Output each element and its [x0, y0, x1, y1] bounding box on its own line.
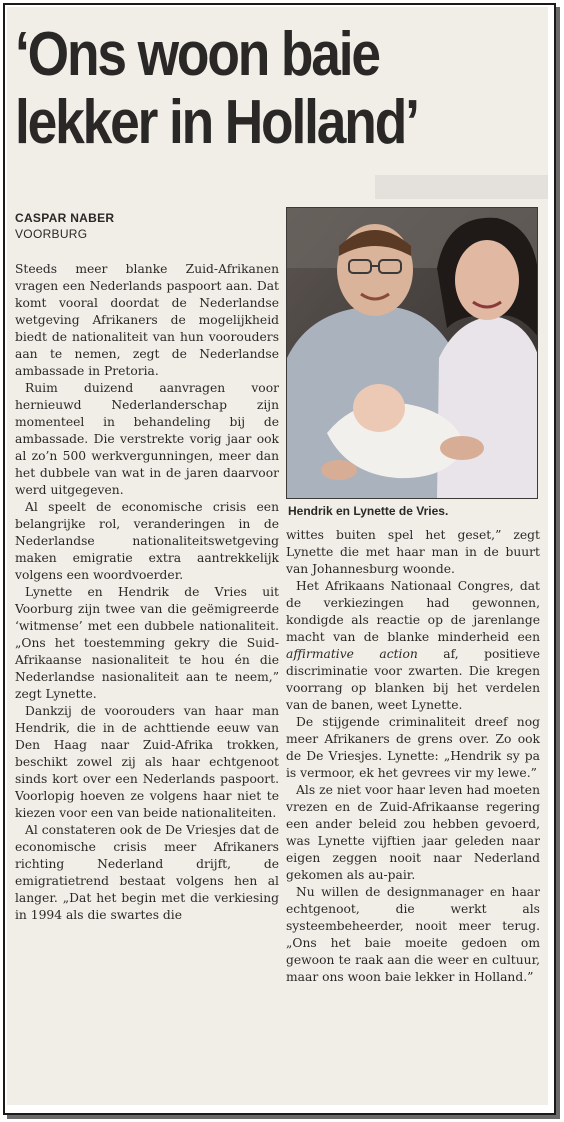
family-portrait-photo-icon [287, 208, 538, 499]
family-portrait-photo [286, 207, 538, 499]
dateline-location: VOORBURG [15, 227, 88, 241]
newspaper-clipping [7, 7, 548, 1105]
article-column-right [286, 527, 540, 986]
paragraph: Dankzij de voorouders van haar man Hendrik, die in de achttiende eeuw van Den Haag naar Zuid-Afrika trokken, beschikt zowel zij als haar echtgenoot sinds kort over een Nederlands paspoort. Voorlopig hoeven ze volgens haar niet te kiezen voor een van beide nationaliteiten. [15, 704, 279, 820]
paragraph: Steeds meer blanke Zuid-Afrikanen vragen een Nederlands paspoort aan. Dat komt vooral doordat de Nederlandse wetgeving Afrikaners de mogelijkheid biedt de nationaliteit van hun voorouders aan te nemen, zegt de Nederlandse ambassade in Pretoria. [15, 262, 279, 378]
paragraph: Nu willen de designmanager en haar echtgenoot, die werkt als systeembeheerder, nooit meer terug. „Ons het baie moeite gedoen om gewoon te raak aan die weer en cultuur, maar ons woon baie lekker in Holland.” [286, 885, 540, 984]
italic-term: affirmative action [286, 647, 418, 661]
paragraph-text: Het Afrikaans Nationaal Congres, dat de verkiezingen had gewonnen, kondigde als reactie op de jarenlange macht van de blanke minderheid een [286, 579, 540, 644]
paragraph-text: af, positieve discriminatie voor zwarten. Die kregen voorrang op blanken bij het verdelen van de banen, weet Lynette. [286, 647, 540, 712]
paragraph: Lynette en Hendrik de Vries uit Voorburg zijn twee van die geëmigreerde ‘witmense’ met een dubbele nationaliteit. „Ons het toestemming gekry die Suid-Afrikaanse nasionaliteit te hou én die Nederlandse nasionaliteit aan te neem,” zegt Lynette. [15, 585, 279, 701]
paragraph: Ruim duizend aanvragen voor hernieuwd Nederlanderschap zijn momenteel in behandeling bij de ambassade. Die verstrekte vorig jaar ook al zo’n 500 werkvergunningen, meer dan het dubbele van wat in de jaren daarvoor werd uitgegeven. [15, 381, 279, 497]
photo-caption: Hendrik en Lynette de Vries. [288, 504, 449, 518]
paragraph: Als ze niet voor haar leven had moeten vrezen en de Zuid-Afrikaanse regering een ander beleid zou hebben gevoerd, was Lynette vijftien jaar geleden naar eigen zeggen nooit naar Nederland gekomen als au-pair. [286, 783, 540, 882]
byline [15, 210, 114, 242]
paragraph: wittes buiten spel het geset,” zegt Lynette die met haar man in de buurt van Johannesburg woonde. [286, 528, 540, 576]
headline: ‘Ons woon baie lekker in Holland’ [15, 20, 418, 157]
paragraph: Al speelt de economische crisis een belangrijke rol, veranderingen in de Nederlandse nationaliteitswetgeving maken emigratie extra aantrekkelijk volgens een woordvoerder. [15, 500, 279, 582]
author-name: CASPAR NABER [15, 211, 115, 225]
paragraph: De stijgende criminaliteit dreef nog meer Afrikaners de grens over. Zo ook de De Vriesjes. Lynette: „Hendrik sy pa is vermoor, ek het gevrees vir my lewe.” [286, 715, 540, 780]
bleed-through-shadow [375, 175, 548, 199]
paragraph: Al constateren ook de De Vriesjes dat de economische crisis meer Afrikaners richting Nederland drijft, de emigratietrend bestaat volgens hen al langer. „Dat het begin met die verkiesing in 1994 als die swartes die [15, 823, 279, 922]
paragraph [286, 578, 540, 714]
article-column-left [15, 261, 279, 924]
